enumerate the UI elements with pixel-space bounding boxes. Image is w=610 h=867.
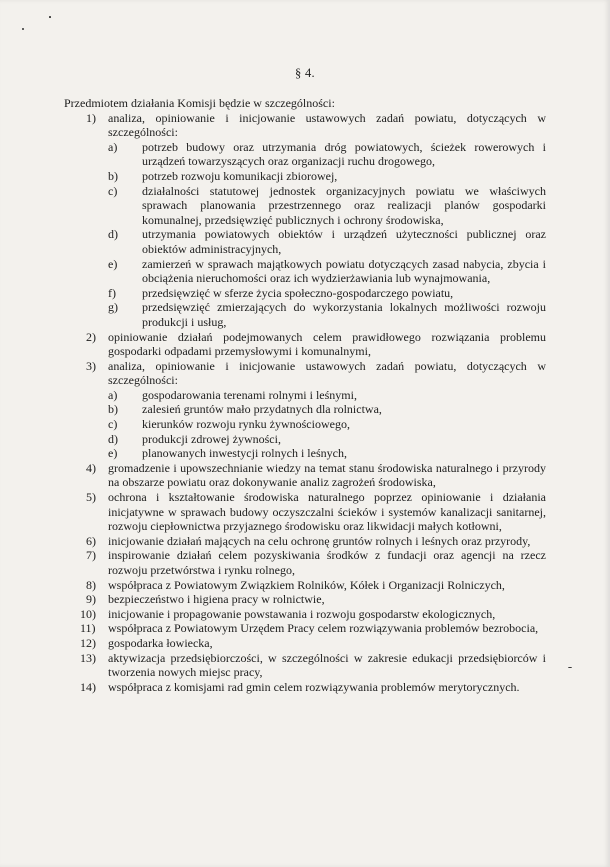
sub-item-text: zalesień gruntów mało przydatnych dla rolnictwa,	[142, 402, 382, 417]
item-text: inicjowanie i propagowanie powstawania i rozwoju gospodarstw ekologicznych,	[108, 606, 496, 621]
section-heading: § 4.	[295, 66, 315, 80]
item-number: 4)	[86, 460, 96, 475]
sub-item-letter: f)	[108, 285, 116, 300]
sub-item-text: potrzeb rozwoju komunikacji zbiorowej,	[142, 168, 338, 183]
list-item	[80, 636, 546, 651]
list-item	[80, 607, 546, 622]
sub-item-letter: c)	[108, 417, 118, 432]
scan-speck	[49, 16, 51, 18]
list-item	[80, 680, 546, 695]
sub-item	[108, 432, 546, 447]
list-item	[86, 592, 546, 607]
sub-item-text: utrzymania powiatowych obiektów i urządzeń użyteczności publicznej oraz obiektów administracyjnych,	[142, 227, 546, 256]
list-item	[86, 359, 546, 388]
document-body	[64, 96, 546, 694]
item-number: 5)	[86, 490, 96, 505]
item-text: ochrona i kształtowanie środowiska naturalnego poprzez opiniowanie i działania inicjatywne w sprawach budowy oczyszczalni ścieków i systemów kanalizacji sanitarnej, rozwoju ciepłownictwa przyjaznego środowisku oraz likwidacji małych kotłowni,	[108, 490, 546, 534]
item-text: gospodarka łowiecka,	[108, 635, 213, 650]
list-item	[86, 490, 546, 534]
item-text: analiza, opiniowanie i inicjowanie ustawowych zadań powiatu, dotyczących w szczególności:	[108, 110, 546, 140]
list-item	[80, 621, 546, 636]
list-item	[80, 651, 546, 680]
sub-item-letter: a)	[108, 139, 118, 154]
sub-item-text: przedsięwzięć zmierzających do wykorzystania lokalnych możliwości rozwoju produkcji i usług,	[142, 300, 546, 329]
item-number: 9)	[86, 592, 96, 607]
item-text: aktywizacja przedsiębiorczości, w szczególności w zakresie edukacji przedsiębiorców i tworzenia nowych miejsc pracy,	[108, 650, 546, 680]
item-number: 6)	[86, 533, 96, 548]
item-text: inicjowanie działań mających na celu ochronę gruntów rolnych i leśnych oraz przyrody,	[108, 533, 531, 548]
item-text: współpraca z Powiatowym Związkiem Rolników, Kółek i Organizacji Rolniczych,	[108, 577, 505, 592]
intro-text: Przedmiotem działania Komisji będzie w szczególności:	[64, 96, 335, 110]
sub-item	[108, 184, 546, 228]
item-number: 1)	[86, 110, 96, 125]
list-item	[86, 461, 546, 490]
sub-item-letter: e)	[108, 446, 118, 461]
sub-item	[108, 300, 546, 329]
item-text: współpraca z komisjami rad gmin celem rozwiązywania problemów merytorycznych.	[108, 679, 520, 694]
scan-speck	[568, 667, 572, 668]
list-item	[86, 578, 546, 593]
item-number: 10)	[80, 606, 96, 621]
sub-item-text: produkcji zdrowej żywności,	[142, 431, 281, 446]
sub-item-text: zamierzeń w sprawach majątkowych powiatu dotyczących zasad nabycia, zbycia i obciążenia nieruchomości oraz ich wydzierżawiania lub wynajmowania,	[142, 256, 546, 286]
item-text: analiza, opiniowanie i inicjowanie ustawowych zadań powiatu, dotyczących w szczególności:	[108, 358, 546, 388]
sub-item-text: kierunków rozwoju rynku żywnościowego,	[142, 417, 350, 432]
sub-item	[108, 140, 546, 169]
sub-item-letter: e)	[108, 256, 118, 271]
sub-item-letter: b)	[108, 168, 118, 183]
sub-item-text: potrzeb budowy oraz utrzymania dróg powiatowych, ścieżek rowerowych i urządzeń towarzyszących oraz organizacji ruchu drogowego,	[142, 139, 546, 169]
sub-item	[108, 388, 546, 403]
sub-item-letter: d)	[108, 431, 118, 446]
sub-item	[108, 169, 546, 184]
sub-item-letter: a)	[108, 387, 118, 402]
list-item	[86, 111, 546, 140]
item-number: 8)	[86, 577, 96, 592]
item-number: 14)	[80, 679, 96, 694]
item-text: bezpieczeństwo i higiena pracy w rolnictwie,	[108, 592, 325, 607]
sub-item	[108, 227, 546, 256]
sub-item	[108, 417, 546, 432]
sub-item	[108, 286, 546, 301]
sub-item-text: przedsięwzięć w sferze życia społeczno-gospodarczego powiatu,	[142, 285, 454, 300]
scan-speck	[22, 28, 24, 30]
list-item	[86, 548, 546, 577]
item-text: opiniowanie działań podejmowanych celem prawidłowego rozwiązania problemu gospodarki odpadami przemysłowymi i komunalnymi,	[108, 329, 546, 359]
sub-item-text: gospodarowania terenami rolnymi i leśnymi,	[142, 387, 357, 402]
item-text: inspirowanie działań celem pozyskiwania środków z fundacji oraz agencji na rzecz rozwoju przetwórstwa i rynku rolnego,	[108, 548, 546, 577]
sub-item	[108, 402, 546, 417]
item-number: 13)	[80, 650, 96, 665]
item-number: 3)	[86, 358, 96, 373]
sub-item-letter: g)	[108, 300, 118, 315]
sub-item-text: działalności statutowej jednostek organizacyjnych powiatu we właściwych sprawach planowania przestrzennego oraz realizacji planów gospodarki komunalnej, przedsięwzięć publicznych i ochrony środowiska,	[142, 183, 546, 227]
item-number: 7)	[86, 548, 96, 563]
sub-item-letter: b)	[108, 402, 118, 417]
sub-item-letter: d)	[108, 227, 118, 242]
item-list	[64, 111, 546, 695]
list-item	[86, 330, 546, 359]
sub-item-text: planowanych inwestycji rolnych i leśnych,	[142, 446, 347, 461]
item-number: 12)	[80, 635, 96, 650]
item-text: gromadzenie i upowszechnianie wiedzy na temat stanu środowiska naturalnego i przyrody na obszarze powiatu oraz dokonywanie analiz zagrożeń środowiska,	[108, 460, 546, 490]
item-number: 11)	[80, 621, 96, 636]
sub-item-letter: c)	[108, 183, 118, 198]
sub-item	[108, 257, 546, 286]
list-item	[86, 534, 546, 549]
item-text: współpraca z Powiatowym Urzędem Pracy celem rozwiązywania problemów bezrobocia,	[108, 621, 539, 636]
item-number: 2)	[86, 329, 96, 344]
sub-item	[108, 446, 546, 461]
